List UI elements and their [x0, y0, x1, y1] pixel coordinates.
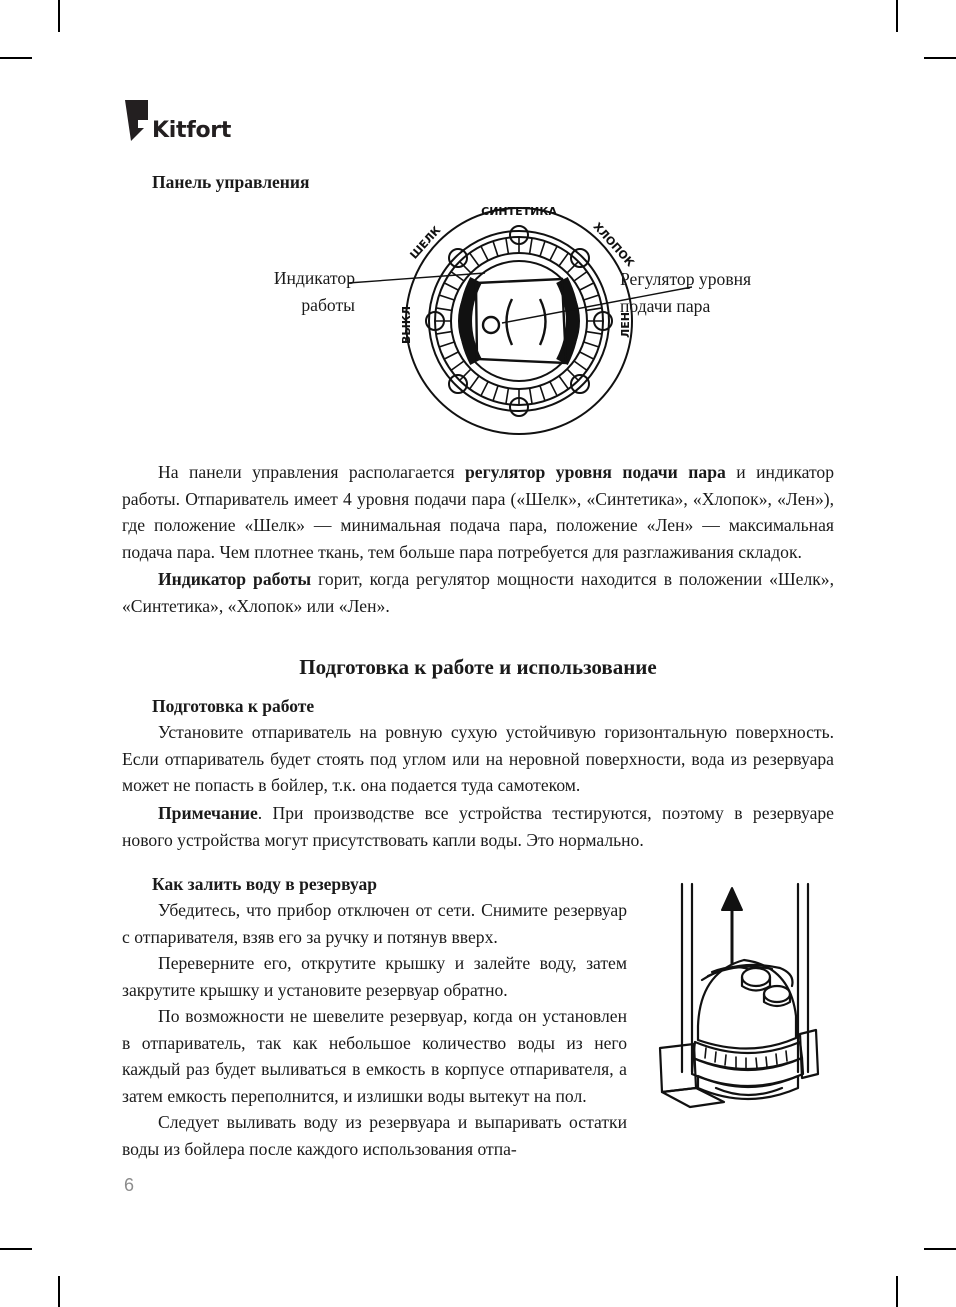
control-panel-diagram [240, 195, 800, 445]
paragraph-setup-instructions: Установите отпариватель на ровную сухую устойчивую горизонтальную поверхность. Если отпариватель будет стоять под углом или на неровной поверхности, вода из резервуара может не попасть в бойлер, т.к. она подается туда самотеком. [122, 722, 834, 795]
callout-indicator [200, 265, 355, 319]
dial-label-right: ЛЕН [619, 312, 632, 338]
callout-indicator-line1: Индикатор [273, 268, 355, 288]
brand-name: Kitfort [152, 118, 232, 143]
p4-part-c: . При производстве все устройства тестируются, поэтому в резервуаре нового устройства могут присутствовать капли воды. Это нормально. [122, 803, 834, 850]
section-heading-preparation: Подготовка к работе и использование [299, 655, 657, 679]
paragraph-empty-after-use: Следует выливать воду из резервуара и выпаривать остатки воды из бойлера после каждого использования отпа- [122, 1112, 627, 1159]
brand-logo [122, 98, 342, 158]
callout-steam-regulator [620, 266, 830, 320]
page-number: 6 [124, 1175, 135, 1195]
dial-label-left: ВЫКЛ [400, 306, 413, 344]
paragraph-control-panel-description [122, 459, 834, 565]
paragraph-indicator-description [122, 566, 834, 619]
page-title-control-panel: Панель управления [152, 172, 310, 192]
p2-bold-term: Индикатор работы [158, 569, 312, 589]
callout-steam-regulator-line2: подачи пара [620, 296, 711, 316]
dial-label-top: СИНТЕТИКА [481, 205, 557, 218]
paragraph-unplug-remove-tank: Убедитесь, что прибор отключен от сети. Снимите резервуар с отпаривателя, взяв его за ручку и потянув вверх. [122, 900, 627, 947]
steamer-illustration [640, 876, 845, 1126]
dial-label-upper-left: ШЕЛК [407, 223, 444, 262]
p1-bold-term: регулятор уровня подачи пара [465, 462, 726, 482]
p1-part-a: На панели управления располагается [158, 462, 466, 482]
callout-steam-regulator-line1: Регулятор уровня [620, 269, 752, 289]
paragraph-do-not-move-tank: По возможности не шевелите резервуар, когда он установлен в отпариватель, так как небольшое количество воды из него каждый раз будет выливаться в емкость в корпусе отпаривателя, а затем емкость переполнится, и излишки воды вытекут на пол. [122, 1006, 627, 1106]
subheading-preparation: Подготовка к работе [152, 696, 315, 716]
subheading-fill-water: Как залить воду в резервуар [152, 874, 377, 894]
paragraph-flip-fill-tank: Переверните его, открутите крышку и залейте воду, затем закрутите крышку и установите резервуар обратно. [122, 953, 627, 1000]
dial-label-upper-right: ХЛОПОК [590, 220, 637, 270]
kitfort-flag-mark-icon [122, 98, 152, 143]
p2-part-c: горит, когда регулятор мощности находится в положении «Шелк», «Синтетика», «Хлопок» или «Лен». [122, 569, 834, 616]
callout-indicator-line2: работы [301, 295, 355, 315]
paragraph-note [122, 800, 834, 853]
p4-bold-term: Примечание [158, 803, 258, 823]
p1-part-c: и индикатор работы. Отпариватель имеет 4 уровня подачи пара («Шелк», «Синтетика», «Хлопок», «Лен»), где положение «Шелк» — минимальная подача пара, положение «Лен» — максимальная подача пара. Чем плотнее ткань, тем больше пара потребуется для разглаживания складок. [122, 462, 835, 562]
